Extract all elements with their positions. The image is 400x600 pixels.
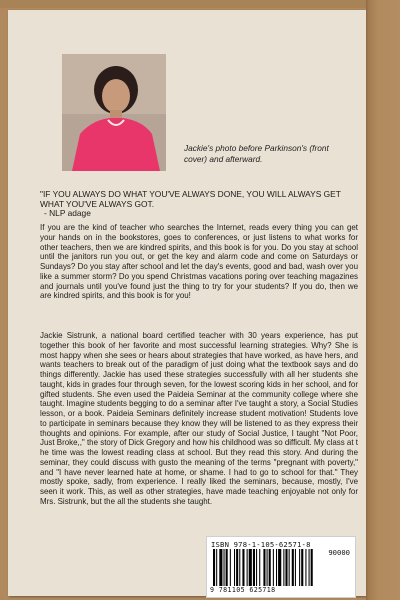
isbn-barcode <box>206 536 356 598</box>
book-back-cover <box>8 10 366 596</box>
author-bio-paragraph: Jackie Sistrunk, a national board certified teacher with 30 years experience, has put together this book of her favorite and most successful learning strategies. Why? She is most happy when she sees or hears about strategies that have worked, as have hers, and wants teachers to break out of the paradigm of just doing what the textbook says and do things differently. Jackie has used these strategies successfully with all her students she taught, kids in grades four through seven, for the lowest scoring kids in her school, and for gifted students. She even used the Paideia Seminar at the community college where she taught. Imagine students begging to do a seminar after I've taught a story, a Social Studies lesson, or a book. Paideia Seminars definitely increase student motivation! Students love to participate in seminars because they know they will be listened to as they express their thoughts and opinions. For example, after our study of Social Justice, I taught "Not Poor, Just Broke,," the story of Dick Gregory and how his childhood was so difficult. My class at t he time was the lowest reading class at school. But they read this story. And during the seminar, they could discuss with gusto the meaning of the terms "pregnant with poverty," and "I have never learned hate at home, or shame. I had to go to school for that." They mostly spoke, sadly, from experience. I really liked the seminars, because, mostly, I've seen it work. This, as well as other strategies, have made teaching enjoyable not only for Mrs. Sistrunk, but the all the students she taught. <box>40 331 358 506</box>
epigraph-quote <box>40 190 358 219</box>
isbn-label: ISBN 978-1-105-62571-8 <box>211 540 311 549</box>
background-edge <box>0 0 400 8</box>
intro-paragraph: If you are the kind of teacher who searches the Internet, reads every thing you can get your hands on in the bookstores, goes to conferences, or just listens to what works for other teachers, then we are kindred spirits, and this book is for you. Do you stay at school until the janitors run you out, or get the key and alarm code and come on Saturdays or Sundays? Do you stay after school and let the day's events, good and bad, wash over you like a summer storm? Do you spend Christmas vacations poring over teaching magazines and journals until you've found just the thing to try for your students? If you do, then we are kindred spirits, and this book is for you! <box>40 223 358 301</box>
photo-caption: Jackie's photo before Parkinson's (front cover) and afterward. <box>184 143 329 164</box>
price-code: 90000 <box>328 548 350 557</box>
quote-attribution: - NLP adage <box>44 208 91 219</box>
author-photo <box>62 54 166 171</box>
quote-text: "IF YOU ALWAYS DO WHAT YOU'VE ALWAYS DONE, YOU WILL ALWAYS GET WHAT YOU'VE ALWAYS GOT. <box>40 189 341 209</box>
book-spine <box>366 0 400 600</box>
barcode-bars <box>213 549 351 586</box>
barcode-digits: 9 781105 625718 <box>210 586 276 594</box>
